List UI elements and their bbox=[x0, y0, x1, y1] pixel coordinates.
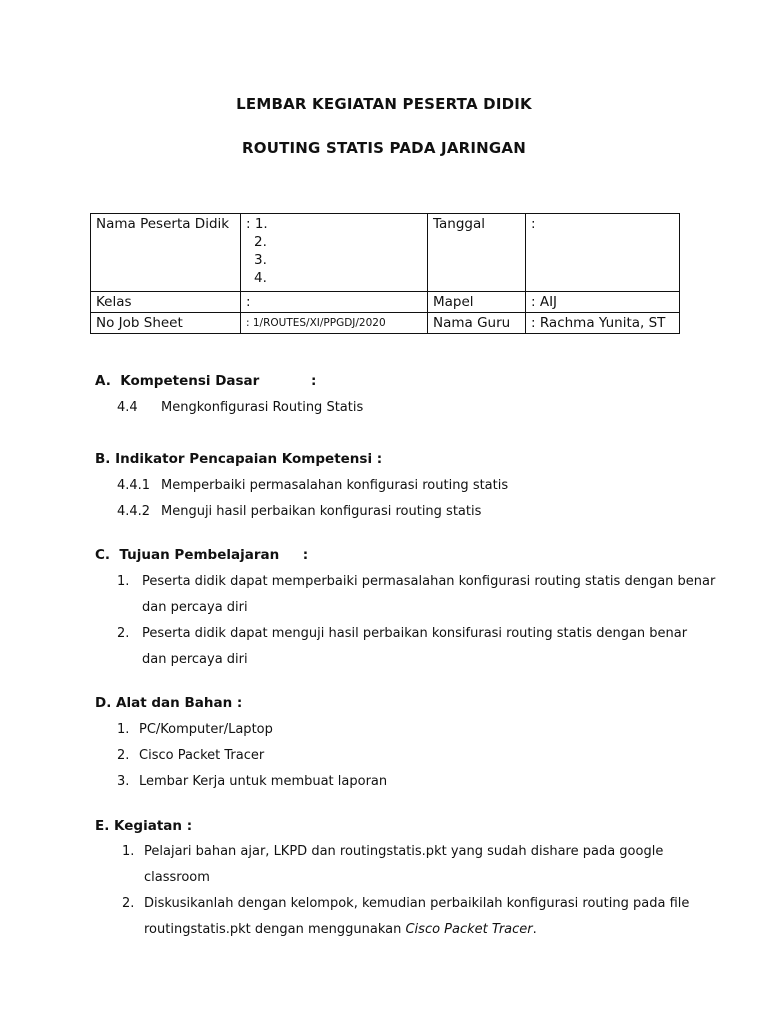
nama-value bbox=[241, 214, 428, 292]
section-c-item-1-num: 1. bbox=[117, 574, 130, 589]
section-e-item-2-line1: Diskusikanlah dengan kelompok, kemudian perbaikilah konfigurasi routing pada file bbox=[144, 896, 690, 911]
job-value: : 1/ROUTES/XI/PPGDJ/2020 bbox=[241, 313, 428, 334]
section-e-item-2-num: 2. bbox=[122, 896, 135, 911]
section-e-item-2-line2 bbox=[144, 922, 537, 937]
section-c-item-2-num: 2. bbox=[117, 626, 130, 641]
document-subtitle: ROUTING STATIS PADA JARINGAN bbox=[242, 139, 526, 157]
section-d-heading: D. Alat dan Bahan : bbox=[95, 695, 243, 711]
table-row bbox=[91, 313, 680, 334]
kelas-label: Kelas bbox=[91, 292, 241, 313]
section-d-item-1-num: 1. bbox=[117, 722, 130, 737]
section-c-item-2-line2: dan percaya diri bbox=[142, 652, 248, 667]
section-b-heading: B. Indikator Pencapaian Kompetensi : bbox=[95, 451, 383, 467]
section-d-item-2-num: 2. bbox=[117, 748, 130, 763]
kelas-value: : bbox=[241, 292, 428, 313]
section-e-item-2-line2-prefix: routingstatis.pkt dengan menggunakan bbox=[144, 922, 406, 937]
guru-value: : Rachma Yunita, ST bbox=[526, 313, 680, 334]
section-c-heading: C. Tujuan Pembelajaran : bbox=[95, 547, 309, 563]
section-e-item-1-num: 1. bbox=[122, 844, 135, 859]
nama-item-4: 4. bbox=[254, 270, 267, 286]
section-c-item-1-line2: dan percaya diri bbox=[142, 600, 248, 615]
tanggal-label: Tanggal bbox=[428, 214, 526, 292]
section-b-item-1-text: Memperbaiki permasalahan konfigurasi routing statis bbox=[161, 478, 509, 493]
document-title: LEMBAR KEGIATAN PESERTA DIDIK bbox=[236, 95, 532, 113]
section-a-item-text: Mengkonfigurasi Routing Statis bbox=[161, 400, 364, 415]
section-c-item-2-line1: Peserta didik dapat menguji hasil perbaikan konsifurasi routing statis dengan benar bbox=[142, 626, 688, 641]
job-label: No Job Sheet bbox=[91, 313, 241, 334]
section-e-item-2-line2-suffix: . bbox=[532, 922, 537, 937]
student-info-table bbox=[90, 213, 680, 334]
section-b-item-2-text: Menguji hasil perbaikan konfigurasi routing statis bbox=[161, 504, 482, 519]
section-b-item-1-num: 4.4.1 bbox=[117, 478, 151, 493]
section-e-item-1-line1: Pelajari bahan ajar, LKPD dan routingstatis.pkt yang sudah dishare pada google bbox=[144, 844, 664, 859]
nama-item-1: : 1. bbox=[246, 216, 268, 232]
mapel-value: : AIJ bbox=[526, 292, 680, 313]
section-c-item-1-line1: Peserta didik dapat memperbaiki permasalahan konfigurasi routing statis dengan benar bbox=[142, 574, 716, 589]
cisco-packet-tracer-emphasis: Cisco Packet Tracer bbox=[405, 922, 533, 937]
guru-label: Nama Guru bbox=[428, 313, 526, 334]
section-d-item-1-text: PC/Komputer/Laptop bbox=[139, 722, 273, 737]
table-row bbox=[91, 292, 680, 313]
nama-item-3: 3. bbox=[254, 252, 267, 268]
mapel-label: Mapel bbox=[428, 292, 526, 313]
section-e-heading: E. Kegiatan : bbox=[95, 818, 193, 834]
section-a-item-num: 4.4 bbox=[117, 400, 138, 415]
section-d-item-2-text: Cisco Packet Tracer bbox=[139, 748, 265, 763]
nama-label: Nama Peserta Didik bbox=[91, 214, 241, 292]
tanggal-value: : bbox=[526, 214, 680, 292]
section-d-item-3-text: Lembar Kerja untuk membuat laporan bbox=[139, 774, 388, 789]
section-d-item-3-num: 3. bbox=[117, 774, 130, 789]
section-b-item-2-num: 4.4.2 bbox=[117, 504, 151, 519]
nama-item-2: 2. bbox=[254, 234, 267, 250]
table-row bbox=[91, 214, 680, 292]
section-a-heading: A. Kompetensi Dasar : bbox=[95, 373, 317, 389]
section-e-item-1-line2: classroom bbox=[144, 870, 210, 885]
